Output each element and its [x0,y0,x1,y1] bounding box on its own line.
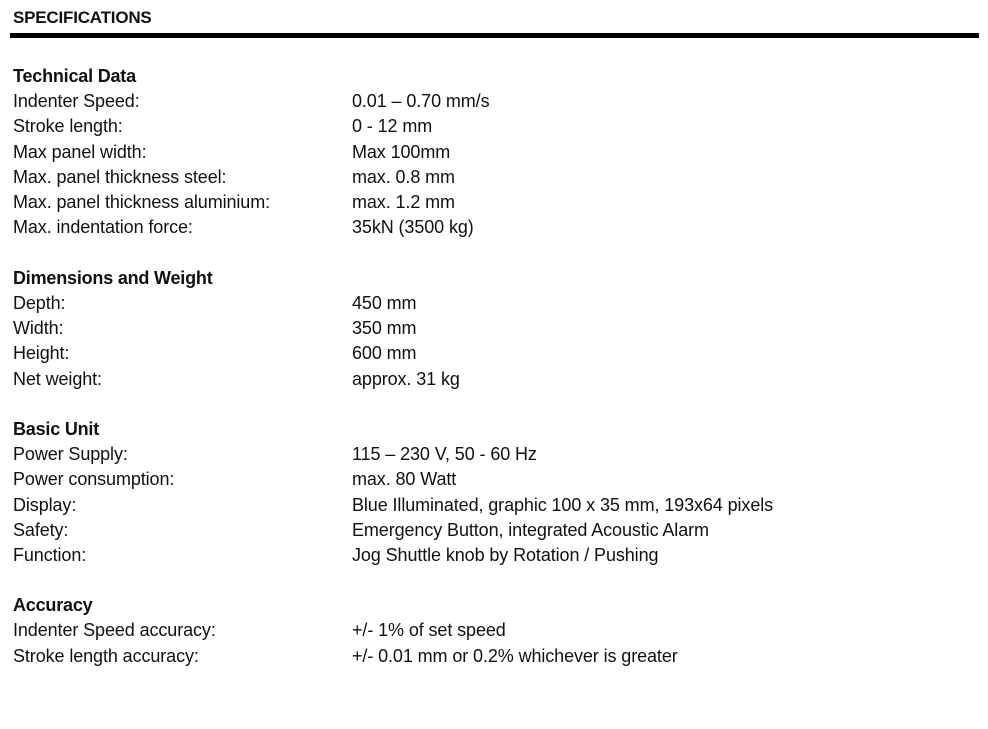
spec-row [13,367,973,392]
spec-label: Stroke length: [13,116,123,137]
spec-value: Max 100mm [352,141,451,162]
spec-row [13,442,973,467]
spec-label: Safety: [13,519,69,540]
spec-value: 600 mm [352,343,417,364]
section-title: Technical Data [13,66,136,86]
spec-value: max. 1.2 mm [352,192,455,213]
spec-row [13,316,973,341]
spec-value: 450 mm [352,292,417,313]
spec-row [13,467,973,492]
spec-row [13,543,973,568]
spec-value: approx. 31 kg [352,368,460,389]
spec-value: Blue Illuminated, graphic 100 x 35 mm, 193x64 pixels [352,494,774,515]
spec-label: Height: [13,343,70,364]
spec-value: 0 - 12 mm [352,116,433,137]
title-divider [10,33,979,38]
spec-label: Net weight: [13,368,102,389]
spec-label: Stroke length accuracy: [13,645,199,666]
spec-label: Max. panel thickness steel: [13,166,227,187]
spec-row [13,114,973,139]
spec-row [13,644,973,669]
spec-row [13,341,973,366]
spec-label: Indenter Speed accuracy: [13,620,216,641]
spec-row [13,89,973,114]
spec-label: Max. panel thickness aluminium: [13,192,271,213]
spec-value: 35kN (3500 kg) [352,217,474,238]
spec-label: Width: [13,318,64,339]
spec-value: +/- 0.01 mm or 0.2% whichever is greater [352,645,678,666]
spec-content [13,64,973,694]
spec-value: +/- 1% of set speed [352,620,506,641]
page-title: SPECIFICATIONS [13,8,152,27]
section-title: Accuracy [13,595,93,616]
spec-row [13,190,973,215]
section-basic-unit [13,417,973,568]
spec-value: 0.01 – 0.70 mm/s [352,91,490,111]
spec-value: Emergency Button, integrated Acoustic Alarm [352,519,709,540]
section-technical-data [13,64,973,241]
spec-label: Indenter Speed: [13,91,140,111]
spec-label: Display: [13,494,77,515]
section-dimensions-weight [13,266,973,392]
spec-row [13,618,973,643]
spec-row [13,165,973,190]
spec-row [13,518,973,543]
spec-row [13,493,973,518]
spec-label: Function: [13,545,87,566]
spec-row [13,140,973,165]
section-title: Basic Unit [13,418,100,439]
spec-value: 115 – 230 V, 50 - 60 Hz [352,443,537,464]
spec-row [13,215,973,240]
spec-value: max. 0.8 mm [352,166,455,187]
spec-label: Power Supply: [13,443,128,464]
section-accuracy [13,593,973,669]
spec-row [13,291,973,316]
section-title: Dimensions and Weight [13,267,213,288]
spec-label: Power consumption: [13,469,175,490]
spec-label: Max. indentation force: [13,217,193,238]
spec-label: Depth: [13,292,66,313]
spec-value: max. 80 Watt [352,469,457,490]
spec-value: Jog Shuttle knob by Rotation / Pushing [352,545,659,566]
spec-value: 350 mm [352,318,417,339]
spec-label: Max panel width: [13,141,147,162]
